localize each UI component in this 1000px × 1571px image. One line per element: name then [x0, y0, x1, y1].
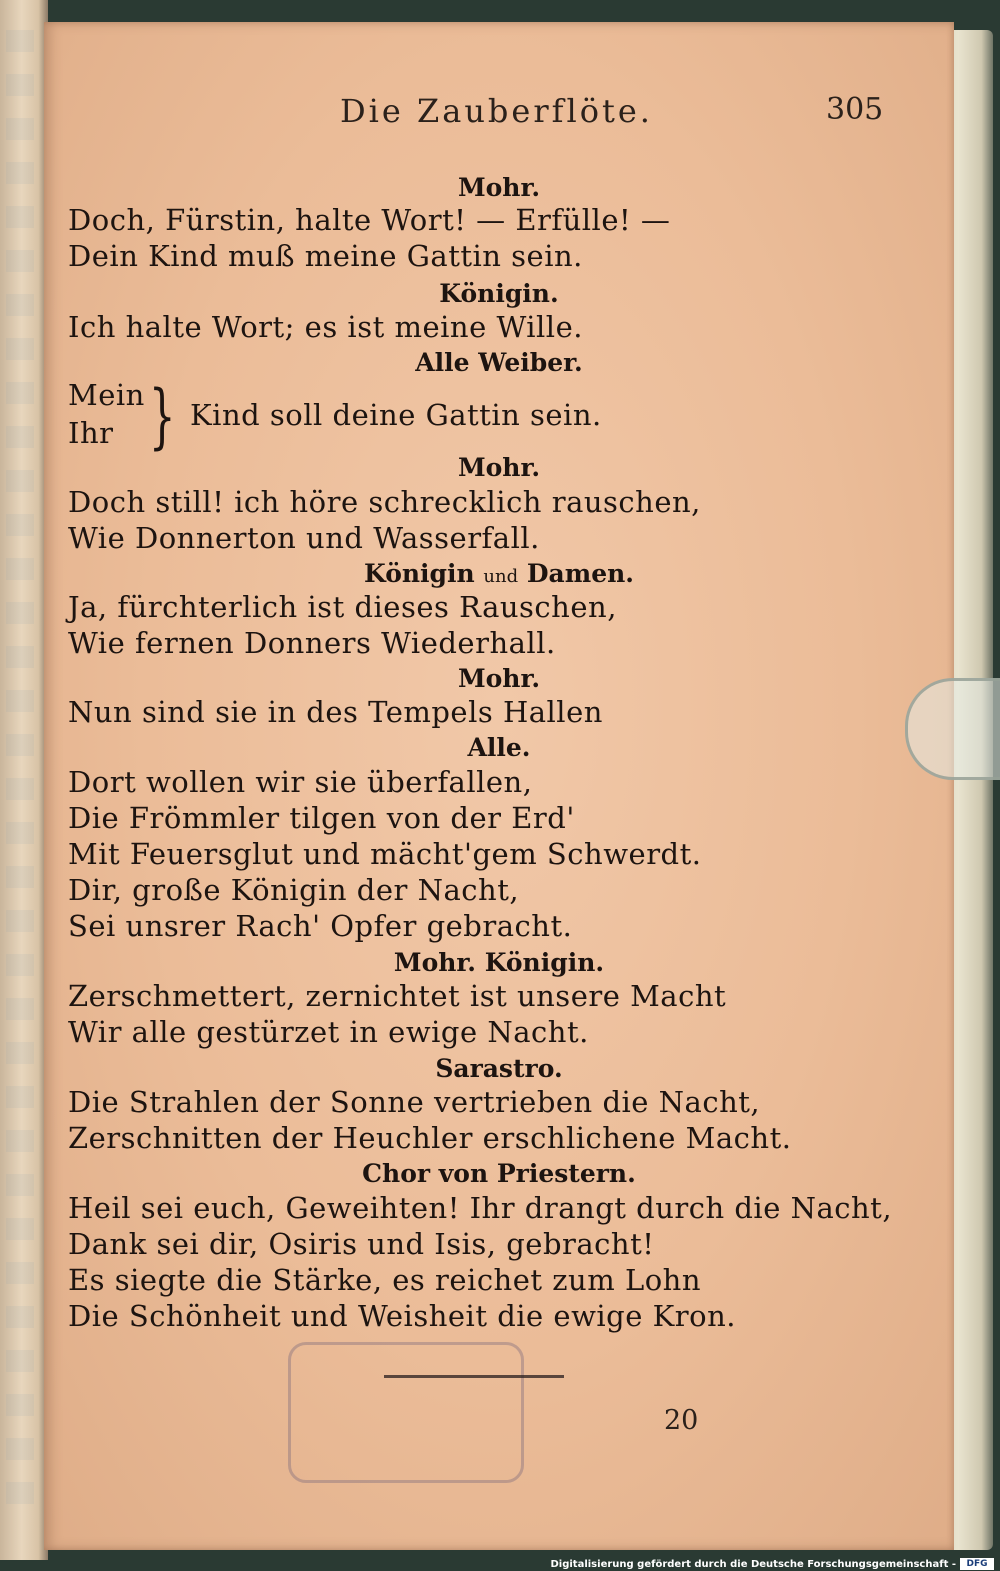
- speaker-heading: Königin.: [439, 279, 559, 308]
- speaker-heading: [44, 558, 954, 593]
- speaker-heading: Alle Weiber.: [415, 348, 583, 377]
- verse-line: Heil sei euch, Geweihten! Ihr drangt durch die Nacht,: [68, 1191, 893, 1225]
- brace-option: Ihr: [68, 416, 114, 450]
- verse-line: Doch still! ich höre schrecklich rauschen,: [68, 485, 701, 519]
- verse-line: Dein Kind muß meine Gattin sein.: [68, 239, 583, 273]
- speaker-heading: Mohr.: [457, 453, 541, 482]
- verse-line: Dort wollen wir sie überfallen,: [68, 765, 533, 799]
- verse-line: Doch, Fürstin, halte Wort! — Erfülle! —: [68, 203, 671, 237]
- page-clip: [905, 678, 1000, 780]
- speaker-heading: Alle.: [467, 733, 531, 762]
- page-number: 305: [826, 92, 884, 127]
- verse-line: Ich halte Wort; es ist meine Wille.: [68, 310, 583, 344]
- curly-brace-icon: }: [148, 375, 176, 457]
- speaker-heading: Mohr.: [457, 664, 541, 693]
- dfg-logo: DFG: [960, 1558, 994, 1570]
- speaker-name: Königin: [364, 559, 475, 588]
- verse-line: Nun sind sie in des Tempels Hallen: [68, 695, 603, 729]
- speaker-heading: Mohr. Königin.: [393, 948, 605, 977]
- verse-line: Sei unsrer Rach' Opfer gebracht.: [68, 909, 573, 943]
- brace-option: Mein: [68, 378, 145, 412]
- verse-line: Wir alle gestürzet in ewige Nacht.: [68, 1015, 589, 1049]
- verse-line: Die Strahlen der Sonne vertrieben die Nacht,: [68, 1085, 761, 1119]
- verse-line: Die Schönheit und Weisheit die ewige Kron.: [68, 1299, 737, 1333]
- verse-line: Dank sei dir, Osiris und Isis, gebracht!: [68, 1227, 655, 1261]
- end-rule: [384, 1375, 564, 1378]
- verse-line: Kind soll deine Gattin sein.: [190, 398, 602, 432]
- verse-line: Zerschnitten der Heuchler erschlichene Macht.: [68, 1121, 792, 1155]
- speaker-heading: Sarastro.: [435, 1054, 563, 1083]
- library-stamp: [288, 1342, 524, 1483]
- speaker-heading: Chor von Priestern.: [362, 1159, 636, 1188]
- verse-line: Wie Donnerton und Wasserfall.: [68, 521, 540, 555]
- verse-line: Zerschmettert, zernichtet ist unsere Macht: [68, 979, 727, 1013]
- speaker-heading: Mohr.: [457, 173, 541, 202]
- left-page-edge: [0, 0, 48, 1560]
- verse-line: Mit Feuersglut und mächt'gem Schwerdt.: [68, 837, 702, 871]
- speaker-name: Damen.: [526, 559, 634, 588]
- verse-line: Es siegte die Stärke, es reichet zum Lohn: [68, 1263, 702, 1297]
- signature-mark: 20: [664, 1405, 699, 1436]
- running-title: Die Zauberflöte.: [340, 92, 653, 130]
- verse-line: Dir, große Königin der Nacht,: [68, 873, 520, 907]
- verse-line: Ja, fürchterlich ist dieses Rauschen,: [68, 590, 617, 624]
- speaker-conjunction: und: [483, 566, 519, 587]
- verse-line: Wie fernen Donners Wiederhall.: [68, 626, 556, 660]
- book-page: [44, 22, 954, 1550]
- digitization-credit: Digitalisierung gefördert durch die Deutsche Forschungsgemeinschaft -: [550, 1559, 956, 1570]
- verse-line: Die Frömmler tilgen von der Erd': [68, 801, 575, 835]
